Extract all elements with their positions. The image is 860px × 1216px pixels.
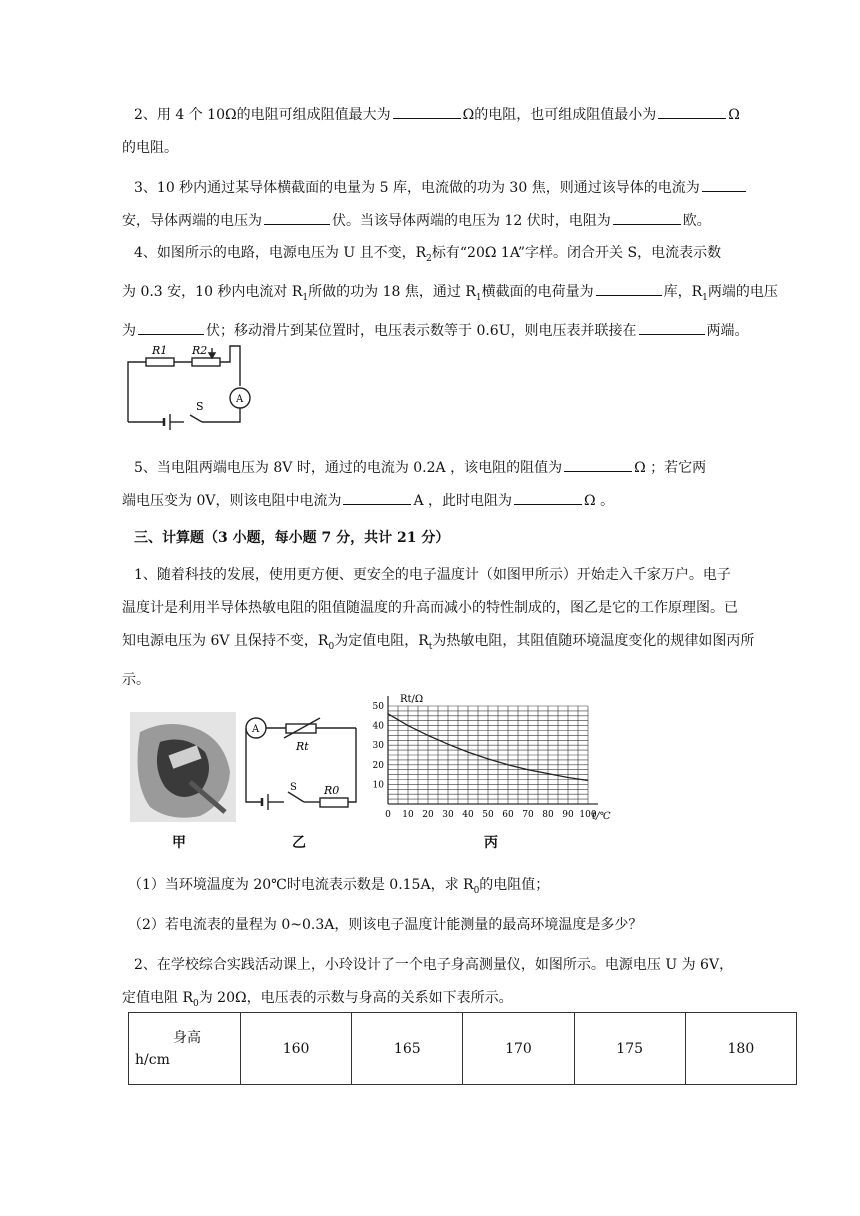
circuit-diagram-1 bbox=[120, 336, 270, 432]
q3-text-2: 安，导体两端的电压为 bbox=[122, 213, 262, 229]
x-tick-label: 50 bbox=[482, 810, 494, 820]
caption-bing: 丙 bbox=[484, 835, 498, 851]
header-text-2: h/cm bbox=[135, 1051, 170, 1068]
q4-text-6: 库，R bbox=[663, 283, 703, 300]
circuit-diagram-2 bbox=[240, 712, 366, 818]
q2-text-1: 2、用 4 个 10Ω的电阻可组成阻值最大为 bbox=[134, 107, 391, 123]
table-row bbox=[129, 1013, 797, 1085]
answer-blank[interactable] bbox=[658, 100, 726, 119]
x-tick-label: 20 bbox=[422, 810, 434, 820]
x-tick-label: 40 bbox=[462, 810, 474, 820]
x-tick-label: 10 bbox=[402, 810, 414, 820]
q3-text-1: 3、10 秒内通过某导体横截面的电量为 5 库，电流做的功为 30 焦，则通过该导体的电流为 bbox=[134, 180, 700, 196]
x-tick-label: 90 bbox=[562, 810, 574, 820]
calc1-subquestion-1 bbox=[128, 869, 800, 908]
y-axis-label: Rt/Ω bbox=[400, 694, 424, 705]
x-tick-label: 0 bbox=[385, 810, 391, 820]
resistor-r2 bbox=[192, 358, 220, 366]
q4-text-1: 4、如图所示的电路，电源电压为 U 且不变，R bbox=[134, 245, 427, 261]
q4-text-9: 伏；移动滑片到某位置时，电压表示数等于 0.6U，则电压表并联接在 bbox=[206, 322, 637, 339]
calc2-sub: 0 bbox=[193, 998, 199, 1009]
section-title: 三、计算题（3 小题，每小题 7 分，共计 21 分） bbox=[134, 530, 450, 546]
x-axis-label: t/℃ bbox=[592, 811, 611, 822]
question-4 bbox=[122, 237, 800, 348]
table-cell: 180 bbox=[685, 1013, 796, 1085]
question-3 bbox=[122, 172, 800, 238]
rt-label: Rt bbox=[296, 740, 309, 753]
thermometer-photo bbox=[130, 712, 236, 822]
calc-question-2 bbox=[122, 949, 800, 1021]
answer-blank[interactable] bbox=[613, 206, 681, 225]
ammeter-label: A bbox=[252, 724, 260, 735]
r2-label: R2 bbox=[192, 344, 208, 357]
table-cell: 165 bbox=[352, 1013, 463, 1085]
x-tick-label: 30 bbox=[442, 810, 454, 820]
switch-label: S bbox=[290, 782, 297, 793]
answer-blank[interactable] bbox=[564, 453, 632, 472]
caption-yi: 乙 bbox=[292, 835, 306, 851]
q4-sub: 1 bbox=[302, 292, 309, 303]
q4-text-8: 为 bbox=[122, 322, 136, 339]
x-tick-label: 60 bbox=[502, 810, 514, 820]
answer-blank[interactable] bbox=[264, 206, 330, 225]
table-header-cell bbox=[129, 1013, 241, 1085]
x-tick-label: 100 bbox=[579, 810, 597, 820]
q4-text-7: 两端的电压 bbox=[707, 283, 778, 300]
q4-text-5: 横截面的电荷量为 bbox=[481, 283, 594, 300]
y-tick-label: 20 bbox=[372, 760, 384, 771]
q4-text-4: 所做的功为 18 焦，通过 R bbox=[308, 283, 476, 300]
table-cell: 170 bbox=[463, 1013, 574, 1085]
x-tick-label: 70 bbox=[522, 810, 534, 820]
answer-blank[interactable] bbox=[596, 277, 662, 296]
q3-text-4: 欧。 bbox=[682, 213, 711, 229]
table-cell: 175 bbox=[574, 1013, 685, 1085]
y-tick-label: 10 bbox=[372, 780, 384, 791]
y-tick-label: 50 bbox=[372, 702, 384, 712]
answer-blank[interactable] bbox=[639, 316, 705, 335]
q4-sub: 1 bbox=[475, 292, 482, 303]
q4-text-10: 两端。 bbox=[706, 322, 749, 339]
calc2-line-2b: 为 20Ω，电压表的示数与身高的关系如下表所示。 bbox=[198, 990, 513, 1006]
resistor-r0 bbox=[320, 798, 348, 807]
r0-label: R0 bbox=[324, 784, 340, 797]
q5-text-2: Ω ；若它两 bbox=[634, 460, 707, 476]
calc1-line-3a: 知电源电压为 6V 且保持不变，R bbox=[122, 633, 329, 649]
caption-jia: 甲 bbox=[172, 835, 186, 851]
r1-label: R1 bbox=[152, 344, 168, 357]
calc-question-1 bbox=[122, 559, 800, 697]
q3-text-3: 伏。当该导体两端的电压为 12 伏时，电阻为 bbox=[332, 213, 611, 229]
switch-icon bbox=[288, 792, 304, 802]
switch-icon bbox=[190, 415, 202, 422]
q4-sub: 1 bbox=[702, 292, 708, 303]
q2-text-2: Ω的电阻，也可组成阻值最小为 bbox=[462, 107, 657, 123]
y-tick-label: 30 bbox=[372, 741, 384, 752]
calc1-line-3b: 为定值电阻，R bbox=[334, 633, 429, 649]
q4-text-3: 为 0.3 安，10 秒内电流对 R bbox=[122, 283, 303, 300]
q5-text-1: 5、当电阻两端电压为 8V 时，通过的电流为 0.2A ，该电阻的阻值为 bbox=[134, 460, 563, 476]
calc2-line-2a: 定值电阻 R bbox=[122, 990, 193, 1006]
y-tick-label: 40 bbox=[372, 721, 384, 732]
q2-text-3: Ω bbox=[728, 107, 740, 123]
x-tick-label: 80 bbox=[542, 810, 554, 820]
calc1-line-4: 示。 bbox=[122, 671, 150, 688]
calc1-q1-text: （1）当环境温度为 20℃时电流表示数是 0.15A，求 R bbox=[128, 877, 474, 893]
rt-temperature-chart bbox=[366, 688, 611, 830]
answer-blank[interactable] bbox=[514, 486, 582, 505]
calc2-line-1: 2、在学校综合实践活动课上，小玲设计了一个电子身高测量仪，如图所示。电源电压 U 为 6V， bbox=[134, 957, 734, 973]
answer-blank[interactable] bbox=[343, 486, 411, 505]
switch-label: S bbox=[196, 400, 204, 413]
question-5 bbox=[122, 452, 800, 518]
calc1-sub: t bbox=[428, 641, 433, 652]
q5-text-3: 端电压变为 0V，则该电阻中电流为 bbox=[122, 493, 342, 509]
q5-text-4: A ，此时电阻为 bbox=[413, 493, 513, 509]
q5-text-5: Ω 。 bbox=[584, 493, 615, 509]
calc1-line-3c: 为热敏电阻，其阻值随环境温度变化的规律如图丙所 bbox=[432, 633, 755, 649]
calc1-sub: 0 bbox=[328, 641, 335, 652]
calc1-q1-text-2: 的电阻值； bbox=[479, 877, 550, 893]
answer-blank[interactable] bbox=[393, 100, 461, 119]
calc1-line-1: 1、随着科技的发展，使用更方便、更安全的电子温度计（如图甲所示）开始走入千家万户。电子 bbox=[134, 567, 731, 583]
table-cell: 160 bbox=[241, 1013, 352, 1085]
header-text-1: 身高 bbox=[173, 1029, 201, 1046]
calc1-line-2: 温度计是利用半导体热敏电阻的阻值随温度的升高而减小的特性制成的，图乙是它的工作原理图。已 bbox=[122, 600, 738, 616]
height-voltage-table bbox=[128, 1012, 797, 1085]
answer-blank[interactable] bbox=[138, 316, 204, 335]
calc1-sub: 0 bbox=[473, 885, 480, 896]
q4-text-2: 标有“20Ω 1A”字样。闭合开关 S，电流表示数 bbox=[431, 245, 722, 261]
q4-sub: 2 bbox=[426, 253, 432, 264]
question-2 bbox=[122, 99, 800, 165]
resistor-r1 bbox=[146, 358, 174, 366]
ammeter-label: A bbox=[236, 394, 244, 405]
answer-blank[interactable] bbox=[702, 173, 746, 192]
calc1-subquestion-2: （2）若电流表的量程为 0~0.3A，则该电子温度计能测量的最高环境温度是多少？ bbox=[128, 917, 643, 933]
q2-text-4: 的电阻。 bbox=[122, 140, 178, 156]
